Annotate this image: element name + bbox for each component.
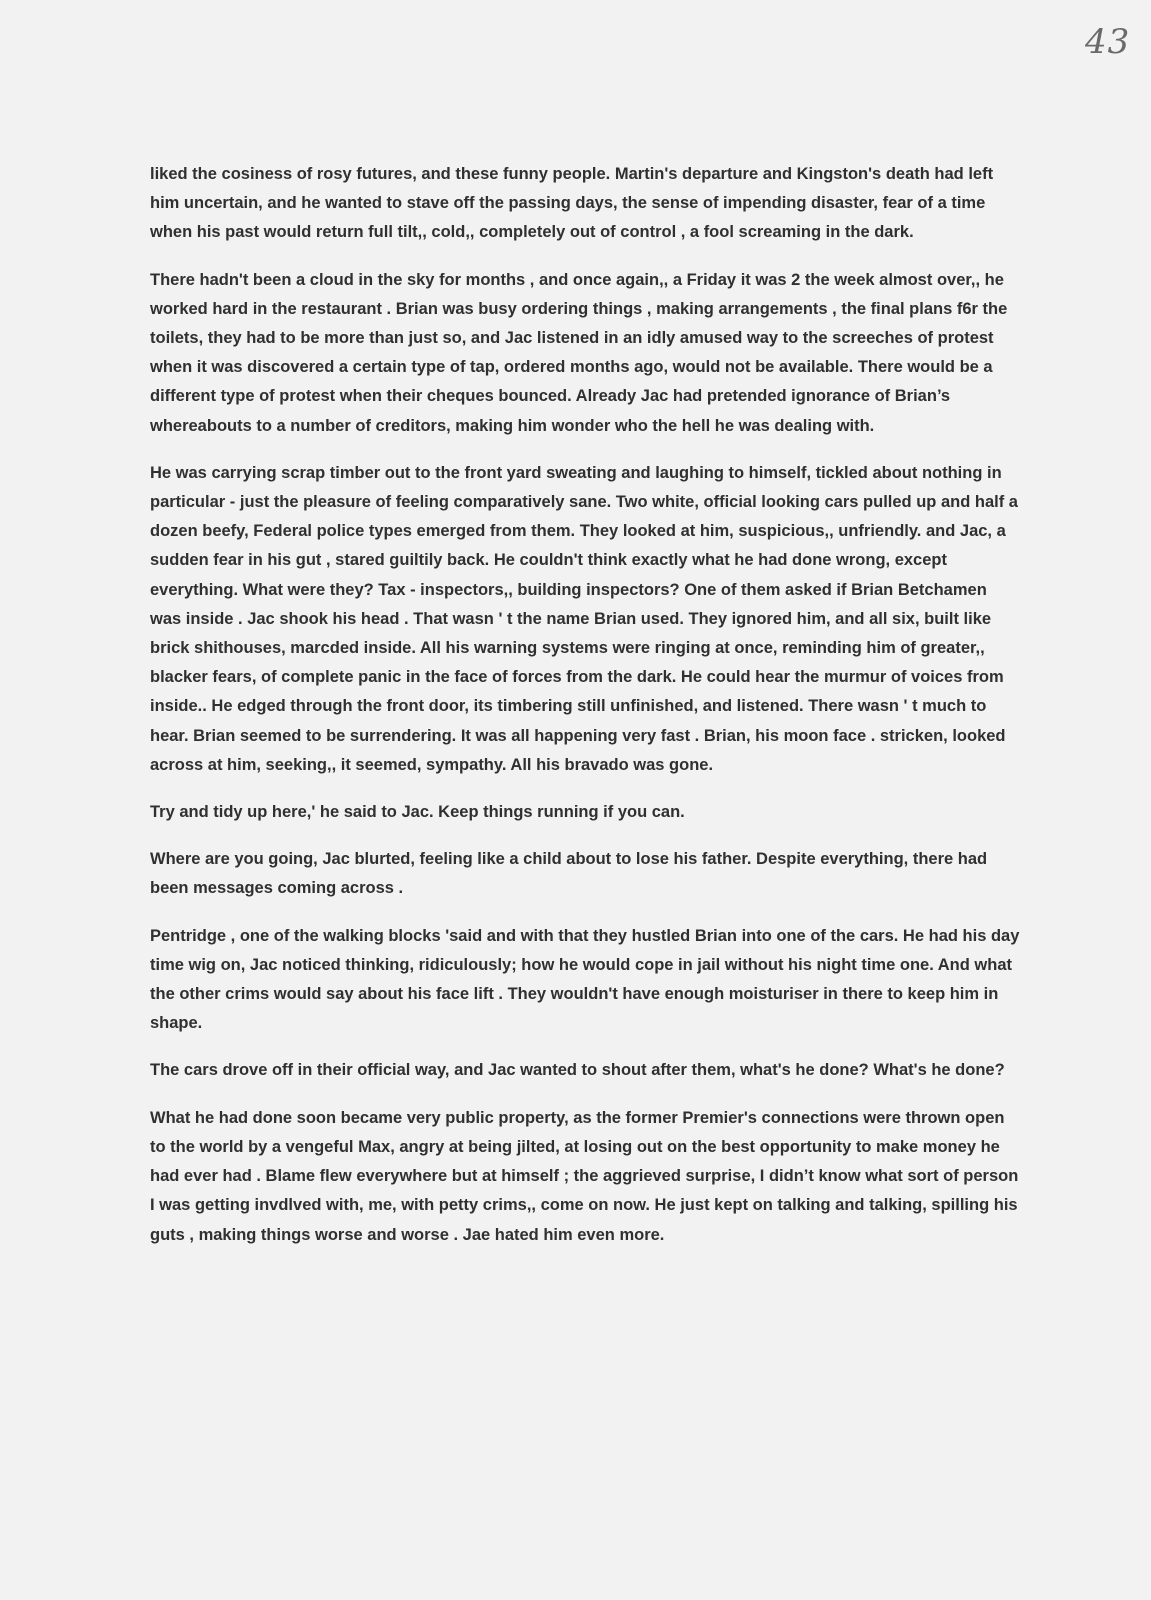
paragraph: Where are you going, Jac blurted, feeling like a child about to lose his father. Despite everything, there had been messages coming across . [150,850,988,898]
paragraph: Try and tidy up here,' he said to Jac. Keep things running if you can. [150,803,685,822]
paragraph: What he had done soon became very public property, as the former Premier's connections were thrown open to the world by a vengeful Max, angry at being jilted, at losing out on the best opportunity to make money he had ever had . Blame flew everywhere but at himself ; the aggrieved surprise, I didn’t know what sort of person I was getting invdlved with, me, with petty crims,, come on now. He just kept on talking and talking, spilling his guts , making things worse and worse . Jae hated him even more. [150,1108,1019,1244]
paragraph: Pentridge , one of the walking blocks 'said and with that they hustled Brian into one of the cars. He had his day time wig on, Jac noticed thinking, ridiculously; how he would cope in jail without his night time one. And what the other crims would say about his face lift . They wouldn't have enough moisturiser in there to keep him in shape. [150,926,1020,1033]
paragraph: There hadn't been a cloud in the sky for months , and once again,, a Friday it was 2 the week almost over,, he worked hard in the restaurant . Brian was busy ordering things , making arrangements , the final plans f6r the toilets, they had to be more than just so, and Jac listened in an idly amused way to the screeches of protest when it was discovered a certain type of tap, ordered months ago, would not be available. There would be a different type of protest when their cheques bounced. Already Jac had pretended ignorance of Brian’s whereabouts to a number of creditors, making him wonder who the hell he was dealing with. [150,270,1008,435]
paragraph: He was carrying scrap timber out to the front yard sweating and laughing to himself, tickled about nothing in particular - just the pleasure of feeling comparatively sane. Two white, official looking cars pulled up and half a dozen beefy, Federal police types emerged from them. They looked at him, suspicious,, unfriendly. and Jac, a sudden fear in his gut , stared guiltily back. He couldn't think exactly what he had done wrong, except everything. What were they? Tax - inspectors,, building inspectors? One of them asked if Brian Betchamen was inside . Jac shook his head . That wasn ' t the name Brian used. They ignored him, and all six, built like brick shithouses, marcded inside. All his warning systems were ringing at once, reminding him of greater,, blacker fears, of complete panic in the face of forces from the dark. He could hear the murmur of voices from inside.. He edged through the front door, its timbering still unfinished, and listened. There wasn ' t much to hear. Brian seemed to be surrendering. It was all happening very fast . Brian, his moon face . stricken, looked across at him, seeking,, it seemed, sympathy. All his bravado was gone. [150,463,1018,774]
body-text [150,160,1020,1268]
paragraph: The cars drove off in their official way, and Jac wanted to shout after them, what's he done? What's he done? [150,1061,1005,1080]
page-number: 43 [1085,22,1131,62]
paragraph: liked the cosiness of rosy futures, and these funny people. Martin's departure and Kingston's death had left him uncertain, and he wanted to stave off the passing days, the sense of impending disaster, fear of a time when his past would return full tilt,, cold,, completely out of control , a fool screaming in the dark. [150,165,994,242]
